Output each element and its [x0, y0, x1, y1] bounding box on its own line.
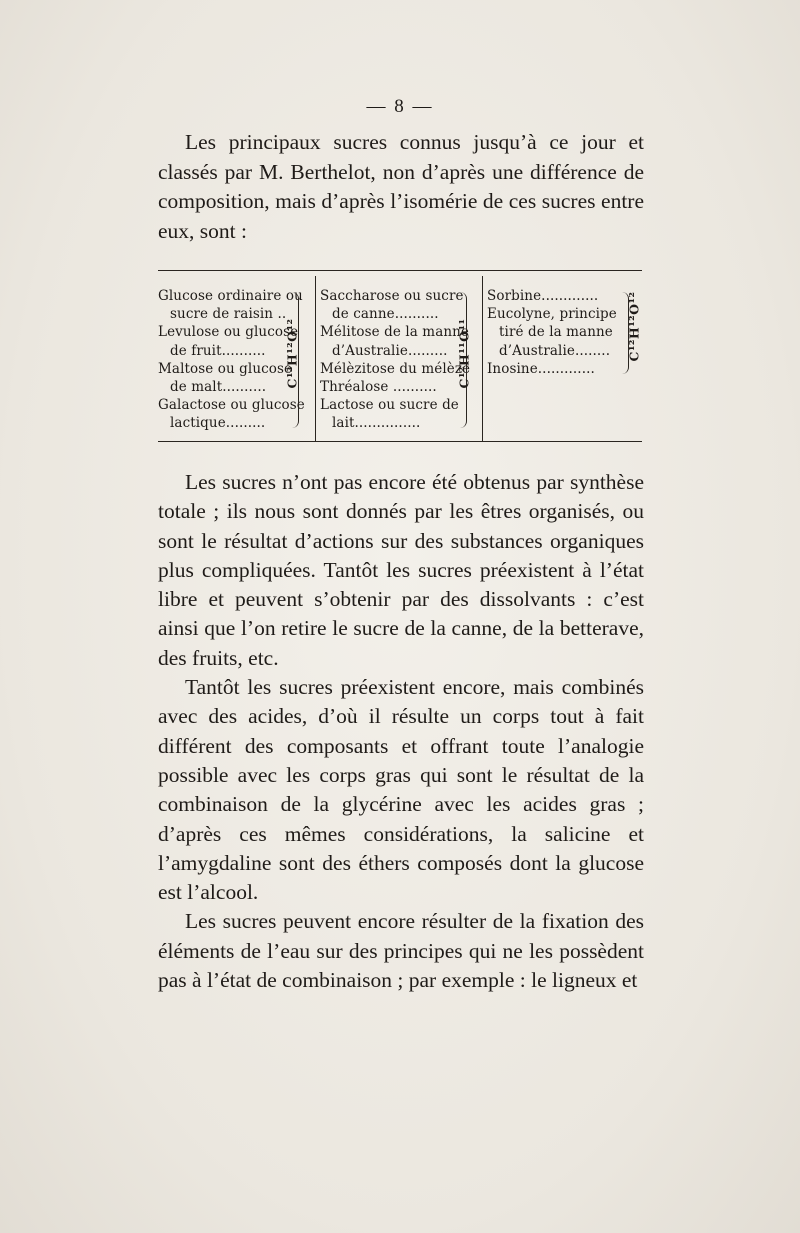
- table-line: Saccharose ou sucre: [320, 288, 464, 304]
- column-divider: [315, 276, 316, 441]
- table-line: Mélèzitose du mélèze: [320, 360, 471, 377]
- intro-paragraph: Les principaux sucres connus jusqu’à ce jour et classés par M. Berthelot, non d’après une différence de composition, mais d’après l’isomérie de ces sucres entre eux, sont :: [158, 130, 644, 243]
- formula-label: C¹²H¹²O¹²: [626, 291, 642, 362]
- table-line: d’Australie........: [499, 342, 611, 359]
- table-line: Maltose ou glucose: [158, 360, 293, 377]
- table-line: d’Australie.........: [332, 342, 448, 359]
- table-line: Eucolyne, principe: [487, 306, 617, 323]
- table-line: Inosine.............: [487, 360, 595, 377]
- table-line: lactique.........: [170, 415, 266, 432]
- table-line: sucre de raisin ..: [170, 306, 287, 323]
- table-top-rule: [158, 270, 642, 271]
- table-column-1: [158, 287, 305, 433]
- table-line: Galactose ou glucose: [158, 397, 305, 414]
- body-text: [158, 468, 644, 995]
- table-line: Lactose ou sucre de: [320, 397, 459, 414]
- table-line: lait...............: [332, 415, 421, 432]
- table-column-3: [487, 287, 625, 378]
- paragraph: Tantôt les sucres préexistent encore, mais combinés avec des acides, d’où il résulte un corps tout à fait différent des composants et offrant toute l’analogie possible avec les corps gras qui sont le résultat de la combinaison de la glycérine avec les acides gras ; d’après ces mêmes considérations, la salicine et l’amygdaline sont des éthers composés dont la glucose est l’alcool.: [158, 675, 644, 905]
- table-line: Glucose ordinaire ou: [158, 288, 303, 304]
- paragraph: Les sucres peuvent encore résulter de la fixation des éléments de l’eau sur des principes qui ne les possèdent pas à l’état de combinaison ; par exemple : le ligneux et: [158, 909, 644, 993]
- table-line: Mélitose de la manne: [320, 324, 470, 341]
- table-line: Sorbine.............: [487, 288, 599, 304]
- table-line: de malt..........: [170, 379, 267, 396]
- table-bottom-rule: [158, 441, 642, 442]
- table-line: Levulose ou glucose: [158, 324, 299, 341]
- paragraph: Les sucres n’ont pas encore été obtenus par synthèse totale ; ils nous sont donnés par les êtres organisés, ou sont le résultat d’actions sur des substances organiques plus compliquées. Tantôt les sucres préexistent à l’état libre et peuvent s’obtenir par des dissolvants : c’est ainsi que l’on retire le sucre de la canne, de la betterave, des fruits, etc.: [158, 470, 644, 670]
- formula-label: C¹²H¹²O¹²: [284, 318, 300, 389]
- table-line: de canne..........: [332, 306, 439, 323]
- table-line: Thréalose ..........: [320, 379, 437, 396]
- formula-label: C¹²H¹¹O¹¹: [456, 318, 472, 389]
- table-line: de fruit..........: [170, 342, 266, 359]
- page-number: — 8 —: [366, 96, 434, 117]
- table-line: tiré de la manne: [499, 324, 613, 341]
- column-divider: [482, 276, 483, 441]
